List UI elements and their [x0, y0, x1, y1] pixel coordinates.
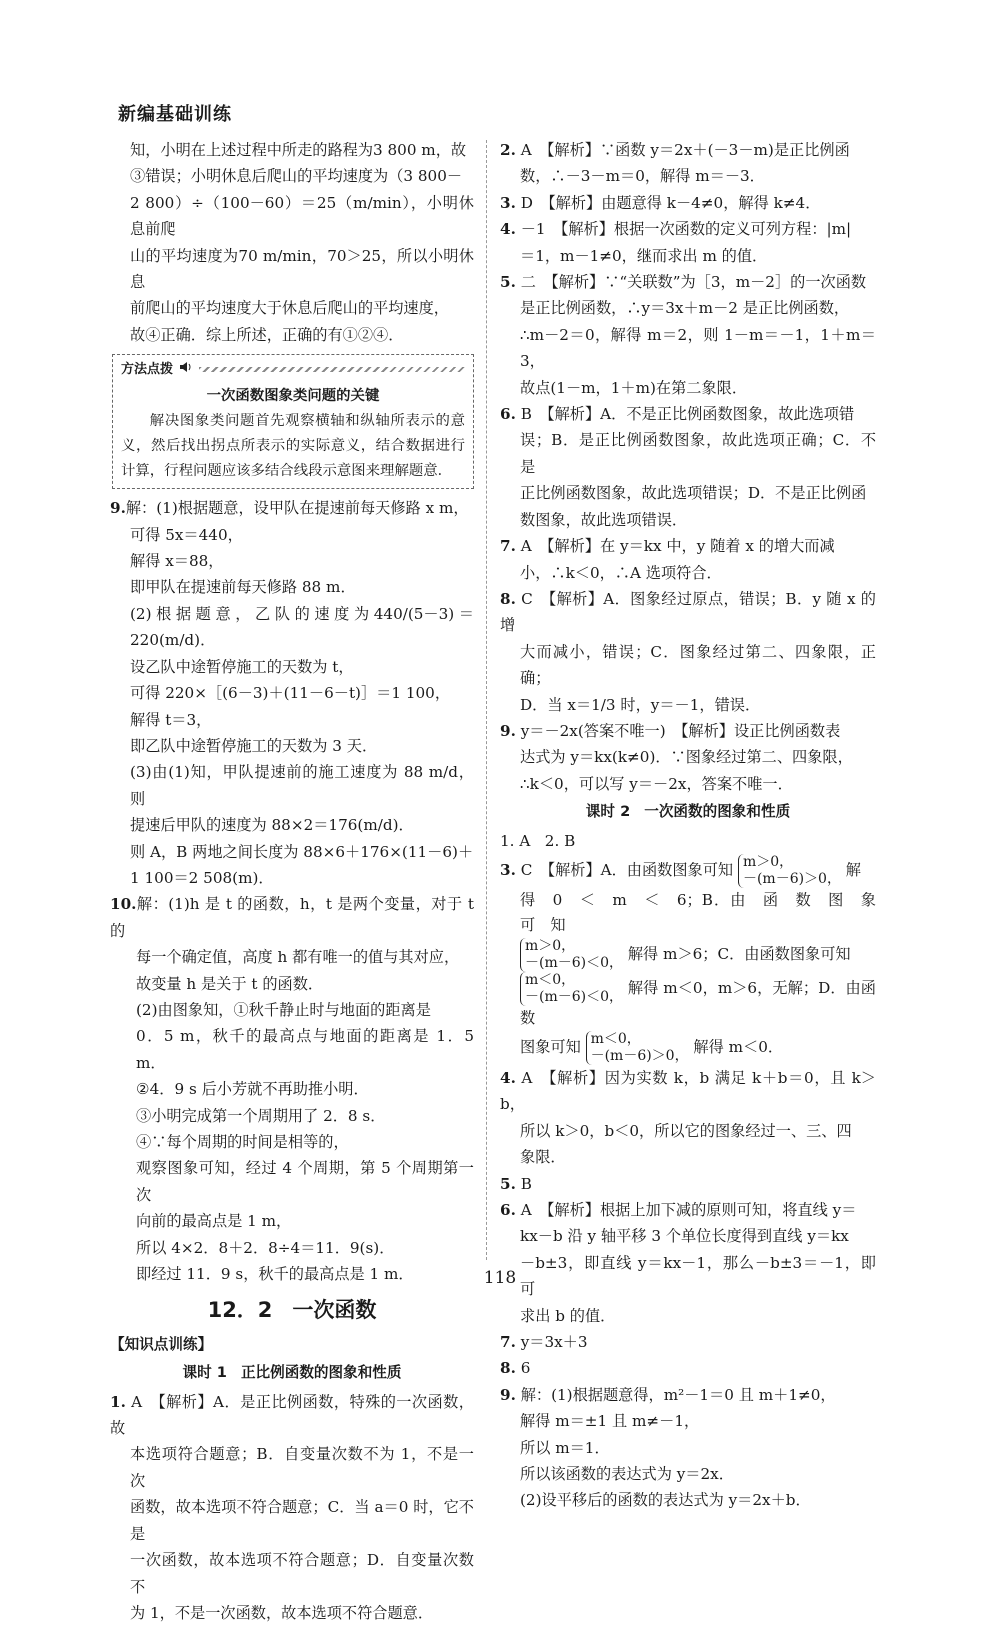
column-divider	[486, 140, 487, 1260]
text-line: 则 A，B 两地之间长度为 88×6＋176×(11－6)＋	[130, 842, 474, 861]
text-line: 函数，故本选项不符合题意；C．当 a＝0 时，它不是	[130, 1498, 474, 1543]
question-9	[110, 495, 474, 891]
answer-2: 2. B	[544, 831, 576, 850]
equation-system	[520, 972, 623, 1006]
question-number: 9.	[110, 499, 126, 518]
question-6	[500, 401, 876, 533]
text-line: 解	[845, 860, 861, 879]
text-line: kx－b 沿 y 轴平移 3 个单位长度得到直线 y＝kx	[520, 1227, 849, 1246]
text-line: 得 0 ＜ m ＜ 6；B．由 函 数 图 象 可 知	[520, 890, 892, 934]
text-line: 2 800）÷（100－60）＝25（m/min），小明休息前爬	[130, 193, 474, 239]
text-line: 故④正确．综上所述，正确的有①②④．	[130, 325, 404, 344]
lesson-2-heading	[500, 799, 876, 825]
text-line: 向前的最高点是 1 m，	[136, 1212, 292, 1231]
text-line: 解得 m＞6；C．由函数图象可知	[627, 944, 851, 963]
question-number: 2.	[500, 141, 516, 159]
text-line: 即甲队在提速前每天修路 88 m．	[130, 578, 356, 597]
question-4	[500, 216, 876, 269]
text-line: 是正比例函数，∴y＝3x＋m－2 是正比例函数，	[520, 299, 850, 318]
question-number: 9.	[500, 721, 516, 740]
text-line: A 【解析】因为实数 k，b 满足 k＋b＝0，且 k＞b，	[500, 1068, 876, 1114]
text-line: 据进行计算，行程问题应该多结合线段示意图来	[121, 438, 465, 480]
text-line: 为 1，不是一次函数，故本选项不符合题意．	[130, 1603, 434, 1622]
question-number: 7.	[500, 537, 516, 556]
lesson-title: 正比例函数的图象和性质	[240, 1364, 402, 1382]
q8-continuation	[110, 137, 474, 348]
inequality: －(m－6)＞0，	[590, 1047, 689, 1064]
question-number: 8.	[500, 1359, 516, 1378]
text-line: 所以 4×2．8＋2．8÷4＝11．9(s)．	[136, 1238, 395, 1257]
text-line: 故变量 h 是关于 t 的函数．	[136, 974, 324, 993]
text-line: (2)设平移后的函数的表达式为 y＝2x＋b．	[520, 1491, 811, 1510]
question-9-lesson2	[500, 1382, 876, 1514]
question-number: 7.	[500, 1333, 516, 1352]
question-7	[500, 533, 876, 586]
text-line: ＝1，m－1≠0，继而求出 m 的值．	[520, 246, 768, 265]
method-tip-title: 一次函数图象类问题的关键	[206, 388, 380, 405]
box-rule	[199, 367, 465, 372]
text-line: ④∵每个周期的时间是相等的，	[136, 1133, 349, 1151]
section-number: 12．2	[207, 1298, 273, 1323]
question-number: 1.	[110, 1392, 126, 1411]
question-number: 6.	[500, 1201, 516, 1219]
text-line: 二 【解析】∵“关联数”为［3，m－2］的一次函数	[520, 273, 867, 292]
text-line: C 【解析】A．图象经过原点，错误；B．y 随 x 的增	[500, 589, 876, 635]
text-line: 解：(1)根据题意，设甲队在提速前每天修路 x m，	[125, 499, 469, 518]
text-line: ②4．9 s 后小芳就不再助推小明．	[136, 1080, 369, 1099]
text-line: 的意义，然后找出拐点所表示的实际意义，结合数	[121, 413, 465, 455]
speaker-icon	[179, 357, 193, 382]
text-line: 小，∴k＜0，∴A 选项符合．	[520, 563, 722, 582]
text-line: 故点(1－m，1＋m)在第二象限．	[520, 378, 748, 397]
text-line: A 【解析】∵函数 y＝2x＋(－3－m)是正比例函	[520, 141, 850, 159]
answers-1-2	[500, 828, 876, 854]
text-line: 本选项符合题意；B．自变量次数不为 1，不是一次	[130, 1445, 474, 1490]
question-3	[500, 190, 876, 216]
text-line: 山的平均速度为70 m/min，70＞25，所以小明休息	[130, 246, 474, 292]
text-line: 所以 m＝1．	[520, 1438, 610, 1457]
text-line: －b±3，即直线 y＝kx－1，那么－b±3＝－1，即可	[520, 1253, 876, 1299]
question-5-lesson2	[500, 1171, 876, 1197]
question-8-lesson2	[500, 1355, 876, 1381]
text-line: 解得 t＝3，	[130, 710, 212, 729]
text-line: 知，小明在上述过程中所走的路程为3 800 m，故	[130, 141, 467, 159]
question-number: 5.	[500, 273, 516, 292]
text-line: y＝－2x(答案不唯一) 【解析】设正比例函数表	[520, 721, 841, 740]
text-line: 解得 m＜0．	[693, 1037, 784, 1056]
text-line: 一次函数，故本选项不符合题意；D．自变量次数不	[130, 1551, 474, 1596]
text-line: 设乙队中途暂停施工的天数为 t，	[130, 657, 354, 676]
inequality: m＞0，	[525, 937, 576, 954]
text-line: 图象可知	[520, 1037, 581, 1056]
text-line: (3)由(1)知，甲队提速前的施工速度为 88 m/d，则	[130, 763, 474, 808]
text-line: 达式为 y＝kx(k≠0)．∵图象经过第二、四象限，	[520, 748, 853, 767]
equation-system	[586, 1031, 689, 1065]
question-number: 4.	[500, 1068, 516, 1087]
text-line: B	[520, 1174, 532, 1193]
question-number: 5.	[500, 1174, 516, 1193]
text-line: 可得 220×［(6－3)＋(11－6－t)］＝1 100，	[130, 684, 451, 703]
text-line: 理解题意．	[380, 463, 453, 480]
question-7-lesson2	[500, 1329, 876, 1355]
inequality: m＞0，	[742, 853, 794, 870]
question-number: 10.	[110, 895, 137, 914]
question-number: 9.	[500, 1385, 516, 1404]
text-line: 1 100＝2 508(m)．	[130, 868, 274, 887]
text-line: 每一个确定值，高度 h 都有唯一的值与其对应，	[136, 948, 460, 967]
question-number: 6.	[500, 405, 516, 424]
text-line: 数图象，故此选项错误．	[520, 510, 688, 529]
text-line: 0．5 m，秋千的最高点与地面的距离是 1．5 m．	[136, 1027, 474, 1072]
text-line: 误；B．是正比例函数图象，故此选项正确；C．不是	[520, 431, 876, 476]
text-line: A 【解析】根据上加下减的原则可知，将直线 y＝	[520, 1201, 857, 1219]
question-number: 4.	[500, 220, 516, 239]
text-line: 数，∴－3－m＝0，解得 m＝－3．	[520, 167, 765, 186]
question-number: 3.	[500, 193, 516, 212]
section-heading	[110, 1297, 474, 1323]
text-line: 即乙队中途暂停施工的天数为 3 天．	[130, 736, 378, 755]
text-line: 观察图象可知，经过 4 个周期，第 5 个周期第一次	[136, 1159, 474, 1204]
question-3-lesson2	[500, 853, 892, 1065]
text-line: 解决图象类问题首先观察横轴和纵轴所表示	[149, 413, 436, 430]
text-line: 求出 b 的值．	[520, 1306, 616, 1325]
text-line: 提速后甲队的速度为 88×2＝176(m/d)．	[130, 816, 414, 835]
answer-1: 1. A	[500, 831, 531, 850]
question-8	[500, 586, 876, 718]
text-line: ∴k＜0，可以写 y＝－2x，答案不唯一．	[520, 774, 793, 793]
knowledge-training-label: 【知识点训练】	[110, 1335, 213, 1353]
book-title: 新编基础训练	[118, 104, 232, 125]
text-line: ③错误；小明休息后爬山的平均速度为（3 800－	[130, 167, 463, 186]
text-line: －1 【解析】根据一次函数的定义可列方程：|m|	[520, 220, 852, 239]
text-line: C 【解析】A．由函数图象可知	[520, 860, 734, 879]
section-title: 一次函数	[292, 1298, 377, 1323]
question-6-lesson2	[500, 1197, 876, 1329]
inequality: －(m－6)＞0，	[742, 870, 841, 887]
left-column	[110, 137, 474, 1626]
page-number: 118	[483, 1268, 517, 1288]
question-number: 3.	[500, 860, 516, 879]
lesson-number: 课时 1	[182, 1364, 227, 1382]
method-tip-box	[112, 354, 474, 489]
lesson-number: 课时 2	[585, 803, 631, 821]
inequality: m＜0，	[525, 971, 576, 988]
lesson-1-heading	[110, 1360, 474, 1386]
text-line: y＝3x＋3	[520, 1333, 588, 1352]
text-line: ∴m－2＝0，解得 m＝2，则 1－m＝－1，1＋m＝3，	[520, 325, 876, 371]
method-tip-text	[121, 409, 465, 484]
text-line: (2)由图象知，①秋千静止时与地面的距离是	[136, 1000, 431, 1019]
question-5	[500, 269, 876, 401]
text-line: ③小明完成第一个周期用了 2．8 s．	[136, 1106, 386, 1125]
text-line: 所以 k＞0，b＜0，所以它的图象经过一、三、四	[520, 1121, 852, 1140]
text-line: D 【解析】由题意得 k－4≠0，解得 k≠4．	[520, 193, 821, 212]
text-line: 可得 5x＝440，	[130, 525, 243, 544]
text-line: 解得 m＜0，m＞6，无解；D．由函数	[520, 978, 876, 1027]
text-line: A 【解析】A．是正比例函数，特殊的一次函数，故	[110, 1392, 474, 1438]
question-10	[110, 891, 474, 1287]
text-line: 6	[520, 1359, 531, 1378]
lesson-title: 一次函数的图象和性质	[644, 803, 791, 821]
question-2	[500, 137, 876, 190]
right-column	[500, 137, 892, 1514]
text-line: 前爬山的平均速度大于休息后爬山的平均速度，	[130, 299, 449, 318]
text-line: 即经过 11．9 s，秋千的最高点是 1 m．	[136, 1265, 414, 1284]
text-line: 象限．	[520, 1148, 566, 1167]
text-line: 解：(1)h 是 t 的函数，h，t 是两个变量，对于 t 的	[110, 895, 474, 940]
inequality: m＜0，	[590, 1030, 641, 1047]
question-1	[110, 1389, 474, 1626]
equation-system	[738, 854, 841, 888]
question-number: 8.	[500, 589, 516, 608]
text-line: 解：(1)根据题意得，m²－1＝0 且 m＋1≠0，	[520, 1385, 836, 1404]
text-line: 正比例函数图象，故此选项错误；D．不是正比例函	[520, 484, 867, 503]
inequality: －(m－6)＜0，	[525, 988, 624, 1005]
method-tip-label: 方法点拨	[121, 362, 174, 378]
text-line: 解得 m＝±1 且 m≠－1，	[520, 1412, 700, 1431]
equation-system	[520, 938, 623, 972]
question-4-lesson2	[500, 1065, 876, 1171]
text-line: 解得 x＝88，	[130, 552, 224, 571]
text-line: B 【解析】A．不是正比例函数图象，故此选项错	[520, 405, 855, 424]
text-line: 所以该函数的表达式为 y＝2x．	[520, 1465, 734, 1484]
text-line: 大而减小，错误；C．图象经过第二、四象限，正确；	[520, 642, 876, 688]
text-line: (2)根据题意，乙队的速度为440/(5－3)＝220(m/d)．	[130, 604, 474, 650]
inequality: －(m－6)＜0，	[525, 954, 624, 971]
text-line: A 【解析】在 y＝kx 中，y 随着 x 的增大而减	[520, 537, 835, 556]
text-line: D．当 x＝1/3 时，y＝－1，错误．	[520, 695, 761, 714]
question-9-right	[500, 718, 876, 797]
